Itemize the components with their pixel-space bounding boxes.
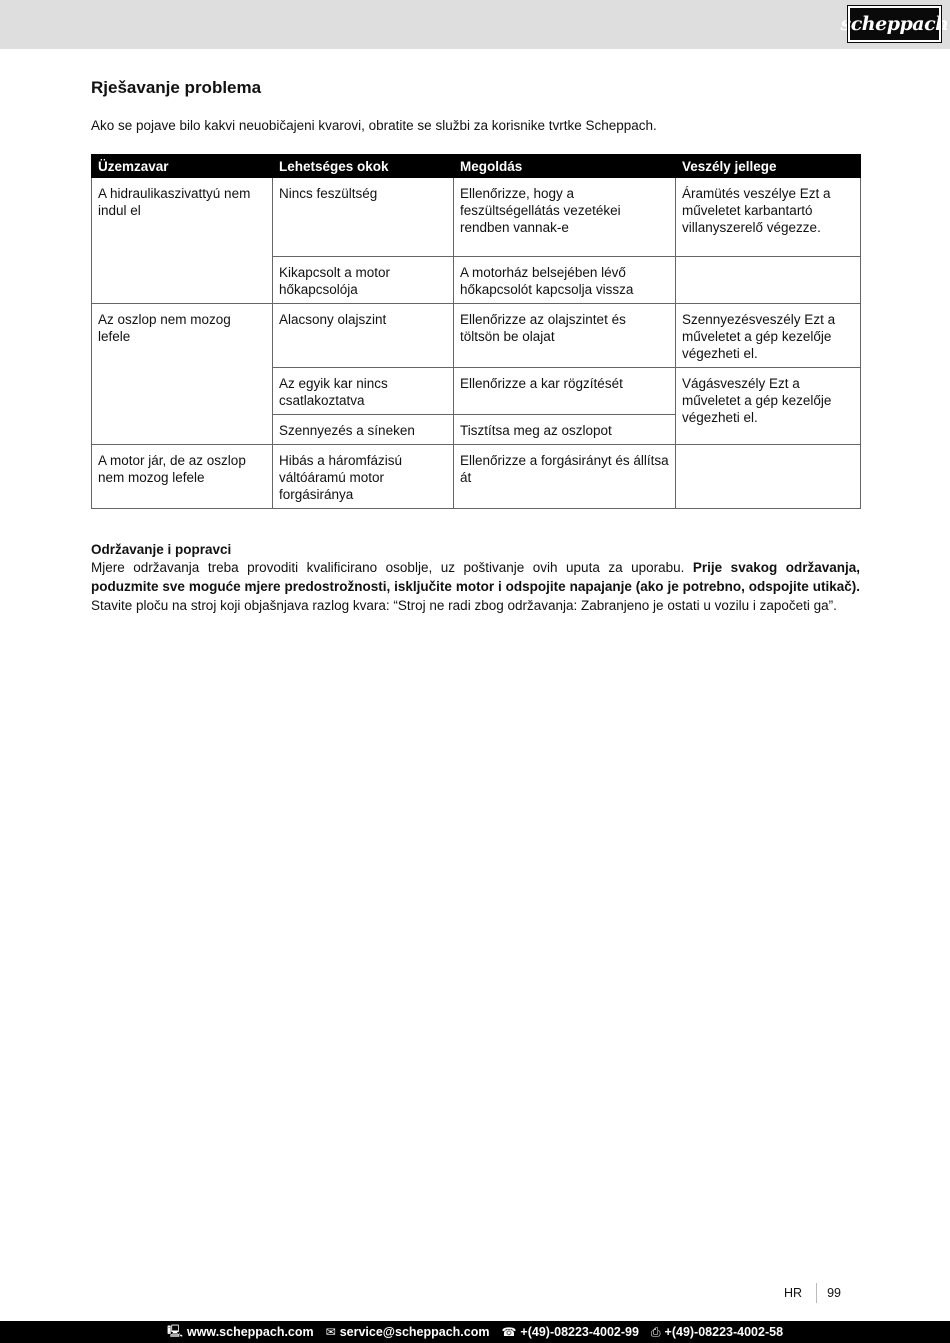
troubleshooting-table bbox=[91, 154, 861, 509]
hazard-cell: Vágásveszély Ezt a műveletet a gép kezelője végezheti el. bbox=[676, 368, 861, 445]
maintenance-text-part: Mjere održavanja treba provoditi kvalificirano osoblje, uz poštivanje ovih uputa za uporabu. bbox=[91, 560, 693, 575]
solution-cell: Ellenőrizze a kar rögzítését bbox=[454, 368, 676, 415]
maintenance-warning: Prije svakog održavanja, poduzmite sve moguće mjere predostrožnosti, isključite motor i odspojite napajanje (ako je potrebno, odspojite utikač). bbox=[91, 560, 860, 594]
computer-icon: 🖳︎ bbox=[166, 1323, 183, 1338]
hazard-cell: Áramütés veszélye Ezt a műveletet karbantartó villanyszerelő végezze. bbox=[676, 178, 861, 257]
phone-icon: ☎ bbox=[501, 1325, 517, 1339]
header-fault: Üzemzavar bbox=[92, 155, 273, 178]
phone-number: +(49)-08223-4002-99 bbox=[520, 1325, 639, 1339]
website-link[interactable]: www.scheppach.com bbox=[186, 1325, 314, 1339]
maintenance-text bbox=[91, 558, 860, 615]
solution-cell: Ellenőrizze, hogy a feszültségellátás vezetékei rendben vannak-e bbox=[454, 178, 676, 257]
hazard-cell: Szennyezésveszély Ezt a műveletet a gép kezelője végezheti el. bbox=[676, 304, 861, 368]
email-link[interactable]: service@scheppach.com bbox=[339, 1325, 490, 1339]
header-solution: Megoldás bbox=[454, 155, 676, 178]
cause-cell: Alacsony olajszint bbox=[273, 304, 454, 368]
solution-cell: Ellenőrizze az olajszintet és töltsön be olajat bbox=[454, 304, 676, 368]
maintenance-title: Održavanje i popravci bbox=[91, 542, 232, 557]
solution-cell: Ellenőrizze a forgásirányt és állítsa át bbox=[454, 445, 676, 509]
page-number-block bbox=[784, 1283, 841, 1303]
fax-icon: ⎙ bbox=[650, 1324, 661, 1339]
table-row bbox=[92, 178, 861, 257]
solution-cell: A motorház belsejében lévő hőkapcsolót kapcsolja vissza bbox=[454, 257, 676, 304]
page-content bbox=[91, 78, 860, 615]
maintenance-text-part: Stavite ploču na stroj koji objašnjava razlog kvara: “Stroj ne radi zbog održavanja: Zabranjeno je ostati u vozilu i započeti ga”. bbox=[91, 598, 837, 613]
cause-cell: Kikapcsolt a motor hőkapcsolója bbox=[273, 257, 454, 304]
header-cause: Lehetséges okok bbox=[273, 155, 454, 178]
cause-cell: Nincs feszültség bbox=[273, 178, 454, 257]
fax-number: +(49)-08223-4002-58 bbox=[664, 1325, 784, 1339]
email-icon: ✉︎ bbox=[325, 1325, 336, 1339]
fault-cell: A hidraulikaszivattyú nem indul el bbox=[92, 178, 273, 304]
language-code: HR bbox=[784, 1286, 803, 1300]
cause-cell: Szennyezés a síneken bbox=[273, 415, 454, 445]
solution-cell: Tisztítsa meg az oszlopot bbox=[454, 415, 676, 445]
hazard-cell bbox=[676, 257, 861, 304]
section-title: Rješavanje problema bbox=[91, 78, 262, 97]
cause-cell: Az egyik kar nincs csatlakoztatva bbox=[273, 368, 454, 415]
table-header-row bbox=[92, 155, 861, 178]
fault-cell: Az oszlop nem mozog lefele bbox=[92, 304, 273, 445]
fault-cell: A motor jár, de az oszlop nem mozog lefele bbox=[92, 445, 273, 509]
footer-fax bbox=[651, 1325, 783, 1340]
footer-bar bbox=[0, 1321, 950, 1343]
footer-email[interactable] bbox=[326, 1325, 490, 1339]
hazard-cell bbox=[676, 445, 861, 509]
footer-phone bbox=[501, 1325, 638, 1339]
top-bar bbox=[0, 0, 950, 49]
scheppach-logo: scheppach bbox=[848, 6, 941, 42]
page-number: 99 bbox=[827, 1286, 841, 1300]
intro-text: Ako se pojave bilo kakvi neuobičajeni kvarovi, obratite se službi za korisnike tvrtke Scheppach. bbox=[91, 118, 657, 133]
header-hazard: Veszély jellege bbox=[676, 155, 861, 178]
footer-website[interactable] bbox=[167, 1322, 314, 1343]
cause-cell: Hibás a háromfázisú váltóáramú motor forgásiránya bbox=[273, 445, 454, 509]
table-row bbox=[92, 304, 861, 368]
table-row bbox=[92, 445, 861, 509]
